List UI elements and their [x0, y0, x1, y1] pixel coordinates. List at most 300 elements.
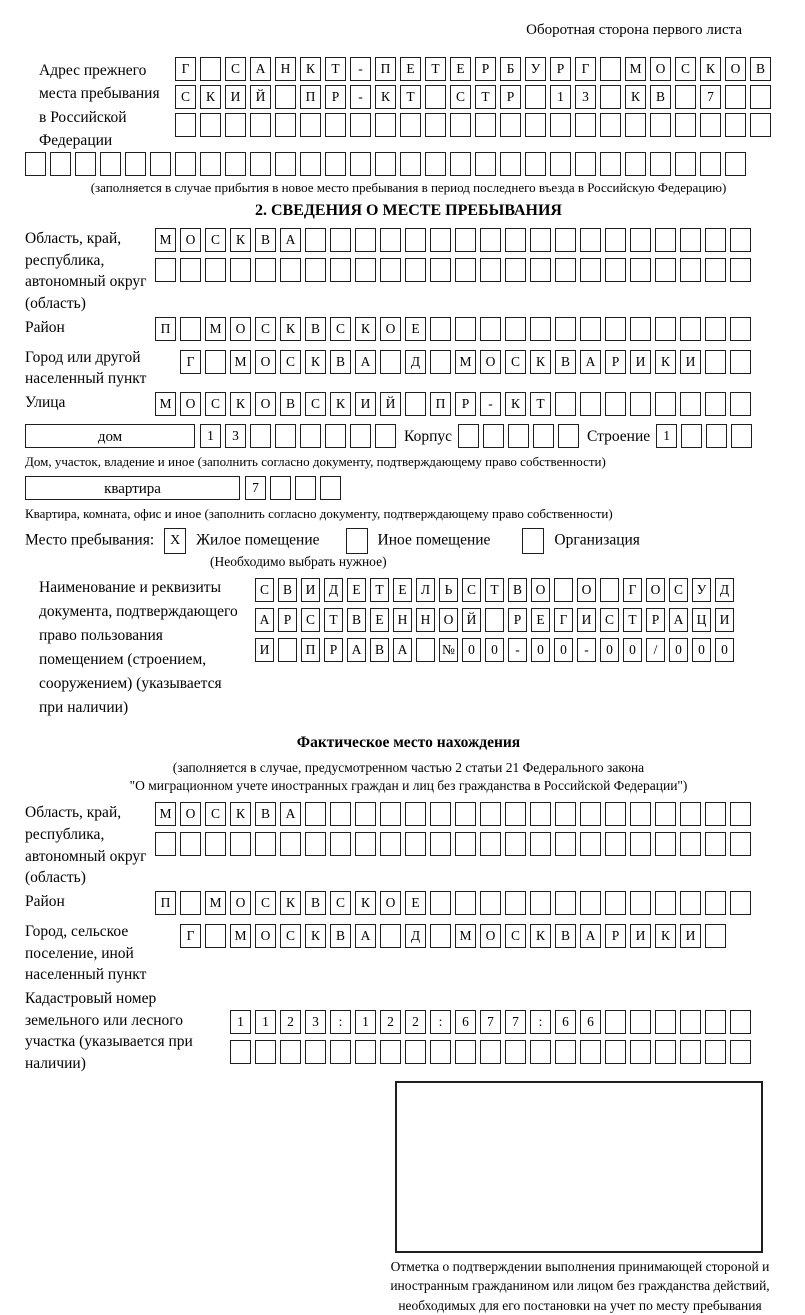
char-cell[interactable]: С — [255, 317, 276, 341]
char-cell[interactable]: В — [255, 802, 276, 826]
char-cell[interactable] — [175, 152, 196, 176]
char-cell[interactable]: С — [280, 350, 301, 374]
char-cell[interactable]: Т — [425, 57, 446, 81]
char-cell[interactable]: О — [180, 228, 201, 252]
checkbox-residential[interactable]: X — [164, 528, 186, 554]
char-cell[interactable] — [555, 392, 576, 416]
char-cell[interactable]: С — [305, 392, 326, 416]
char-cell[interactable]: С — [205, 228, 226, 252]
char-cell[interactable] — [400, 113, 421, 137]
char-cell[interactable]: С — [301, 608, 320, 632]
char-cell[interactable] — [530, 802, 551, 826]
char-cell[interactable]: Е — [393, 578, 412, 602]
char-cell[interactable]: Е — [400, 57, 421, 81]
char-cell[interactable]: К — [280, 891, 301, 915]
char-cell[interactable] — [555, 891, 576, 915]
char-cell[interactable] — [350, 424, 371, 448]
char-cell[interactable]: 3 — [575, 85, 596, 109]
char-cell[interactable] — [630, 891, 651, 915]
char-cell[interactable]: В — [508, 578, 527, 602]
char-cell[interactable] — [330, 1040, 351, 1064]
char-cell[interactable]: 2 — [405, 1010, 426, 1034]
char-cell[interactable]: Т — [325, 57, 346, 81]
char-cell[interactable] — [325, 113, 346, 137]
char-cell[interactable]: К — [700, 57, 721, 81]
char-cell[interactable]: В — [555, 924, 576, 948]
char-cell[interactable]: Д — [324, 578, 343, 602]
char-cell[interactable]: Ь — [439, 578, 458, 602]
char-cell[interactable]: Т — [475, 85, 496, 109]
char-cell[interactable] — [430, 228, 451, 252]
char-cell[interactable] — [255, 258, 276, 282]
char-cell[interactable]: К — [530, 350, 551, 374]
char-cell[interactable] — [255, 832, 276, 856]
char-cell[interactable]: О — [230, 891, 251, 915]
char-cell[interactable]: С — [675, 57, 696, 81]
char-cell[interactable] — [455, 891, 476, 915]
char-cell[interactable] — [430, 924, 451, 948]
char-cell[interactable] — [380, 228, 401, 252]
char-cell[interactable] — [505, 317, 526, 341]
char-cell[interactable]: К — [305, 924, 326, 948]
char-cell[interactable]: К — [200, 85, 221, 109]
char-cell[interactable] — [725, 152, 746, 176]
char-cell[interactable] — [605, 258, 626, 282]
char-cell[interactable] — [50, 152, 71, 176]
char-cell[interactable]: Е — [370, 608, 389, 632]
char-cell[interactable] — [725, 113, 746, 137]
char-cell[interactable] — [655, 392, 676, 416]
char-cell[interactable] — [483, 424, 504, 448]
char-cell[interactable] — [655, 258, 676, 282]
char-cell[interactable] — [600, 85, 621, 109]
char-cell[interactable]: Т — [530, 392, 551, 416]
char-cell[interactable] — [630, 1040, 651, 1064]
char-cell[interactable] — [680, 317, 701, 341]
char-cell[interactable] — [500, 113, 521, 137]
char-cell[interactable] — [305, 258, 326, 282]
char-cell[interactable] — [480, 317, 501, 341]
char-cell[interactable] — [705, 802, 726, 826]
char-cell[interactable] — [555, 832, 576, 856]
char-cell[interactable]: Е — [405, 317, 426, 341]
char-cell[interactable] — [655, 891, 676, 915]
char-cell[interactable] — [580, 802, 601, 826]
char-cell[interactable]: Й — [462, 608, 481, 632]
char-cell[interactable]: М — [230, 350, 251, 374]
char-cell[interactable]: 0 — [669, 638, 688, 662]
char-cell[interactable] — [325, 424, 346, 448]
char-cell[interactable]: Р — [324, 638, 343, 662]
char-cell[interactable] — [455, 802, 476, 826]
char-cell[interactable] — [405, 228, 426, 252]
char-cell[interactable]: К — [530, 924, 551, 948]
char-cell[interactable] — [630, 228, 651, 252]
char-cell[interactable]: Т — [324, 608, 343, 632]
char-cell[interactable] — [430, 802, 451, 826]
char-cell[interactable] — [280, 258, 301, 282]
char-cell[interactable] — [450, 113, 471, 137]
char-cell[interactable]: С — [225, 57, 246, 81]
char-cell[interactable]: М — [230, 924, 251, 948]
char-cell[interactable]: Р — [605, 924, 626, 948]
char-cell[interactable] — [480, 258, 501, 282]
char-cell[interactable] — [405, 258, 426, 282]
char-cell[interactable]: К — [330, 392, 351, 416]
char-cell[interactable] — [100, 152, 121, 176]
char-cell[interactable] — [600, 57, 621, 81]
char-cell[interactable] — [425, 113, 446, 137]
char-cell[interactable] — [675, 85, 696, 109]
char-cell[interactable]: 2 — [380, 1010, 401, 1034]
char-cell[interactable]: № — [439, 638, 458, 662]
char-cell[interactable]: К — [300, 57, 321, 81]
char-cell[interactable]: Р — [646, 608, 665, 632]
char-cell[interactable] — [275, 152, 296, 176]
char-cell[interactable] — [280, 832, 301, 856]
char-cell[interactable]: 0 — [485, 638, 504, 662]
char-cell[interactable]: В — [305, 317, 326, 341]
char-cell[interactable] — [605, 1040, 626, 1064]
char-cell[interactable] — [450, 152, 471, 176]
char-cell[interactable] — [180, 832, 201, 856]
char-cell[interactable] — [455, 258, 476, 282]
char-cell[interactable] — [730, 228, 751, 252]
char-cell[interactable] — [730, 891, 751, 915]
char-cell[interactable] — [554, 578, 573, 602]
char-cell[interactable]: Д — [405, 924, 426, 948]
char-cell[interactable] — [705, 1010, 726, 1034]
char-cell[interactable] — [505, 802, 526, 826]
char-cell[interactable]: Б — [500, 57, 521, 81]
char-cell[interactable]: М — [455, 350, 476, 374]
char-cell[interactable] — [480, 891, 501, 915]
char-cell[interactable]: 0 — [554, 638, 573, 662]
char-cell[interactable] — [680, 228, 701, 252]
char-cell[interactable] — [430, 832, 451, 856]
char-cell[interactable] — [300, 113, 321, 137]
char-cell[interactable] — [305, 228, 326, 252]
char-cell[interactable]: О — [255, 392, 276, 416]
char-cell[interactable]: К — [355, 891, 376, 915]
char-cell[interactable] — [580, 228, 601, 252]
char-cell[interactable] — [180, 258, 201, 282]
char-cell[interactable] — [680, 891, 701, 915]
char-cell[interactable] — [630, 258, 651, 282]
char-cell[interactable]: А — [355, 924, 376, 948]
char-cell[interactable] — [580, 1040, 601, 1064]
char-cell[interactable] — [555, 228, 576, 252]
char-cell[interactable]: С — [205, 802, 226, 826]
char-cell[interactable]: О — [531, 578, 550, 602]
char-cell[interactable]: 7 — [480, 1010, 501, 1034]
char-cell[interactable]: 7 — [700, 85, 721, 109]
char-cell[interactable]: С — [255, 578, 274, 602]
char-cell[interactable] — [575, 152, 596, 176]
char-cell[interactable]: В — [330, 924, 351, 948]
char-cell[interactable]: : — [430, 1010, 451, 1034]
char-cell[interactable]: И — [301, 578, 320, 602]
char-cell[interactable]: 7 — [245, 476, 266, 500]
char-cell[interactable]: Й — [250, 85, 271, 109]
char-cell[interactable] — [580, 891, 601, 915]
char-cell[interactable]: И — [680, 350, 701, 374]
char-cell[interactable]: В — [650, 85, 671, 109]
char-cell[interactable]: С — [330, 317, 351, 341]
char-cell[interactable]: А — [393, 638, 412, 662]
char-cell[interactable] — [705, 1040, 726, 1064]
char-cell[interactable] — [680, 802, 701, 826]
char-cell[interactable] — [605, 317, 626, 341]
char-cell[interactable] — [705, 228, 726, 252]
char-cell[interactable]: О — [255, 924, 276, 948]
char-cell[interactable]: Г — [554, 608, 573, 632]
char-cell[interactable]: Р — [500, 85, 521, 109]
char-cell[interactable]: И — [630, 350, 651, 374]
char-cell[interactable] — [600, 578, 619, 602]
char-cell[interactable] — [705, 891, 726, 915]
char-cell[interactable] — [558, 424, 579, 448]
char-cell[interactable]: О — [480, 350, 501, 374]
char-cell[interactable]: А — [280, 802, 301, 826]
char-cell[interactable] — [725, 85, 746, 109]
char-cell[interactable] — [530, 832, 551, 856]
checkbox-organization[interactable] — [522, 528, 544, 554]
char-cell[interactable] — [505, 228, 526, 252]
char-cell[interactable]: Н — [393, 608, 412, 632]
char-cell[interactable] — [530, 258, 551, 282]
char-cell[interactable] — [458, 424, 479, 448]
char-cell[interactable] — [605, 1010, 626, 1034]
char-cell[interactable] — [485, 608, 504, 632]
char-cell[interactable] — [630, 392, 651, 416]
char-cell[interactable] — [275, 113, 296, 137]
char-cell[interactable]: : — [530, 1010, 551, 1034]
char-cell[interactable] — [150, 152, 171, 176]
char-cell[interactable] — [550, 113, 571, 137]
char-cell[interactable] — [455, 1040, 476, 1064]
char-cell[interactable]: 7 — [505, 1010, 526, 1034]
char-cell[interactable] — [405, 802, 426, 826]
char-cell[interactable]: С — [462, 578, 481, 602]
char-cell[interactable]: П — [301, 638, 320, 662]
char-cell[interactable]: Р — [455, 392, 476, 416]
char-cell[interactable]: М — [155, 228, 176, 252]
char-cell[interactable] — [380, 1040, 401, 1064]
char-cell[interactable] — [200, 57, 221, 81]
char-cell[interactable] — [750, 113, 771, 137]
char-cell[interactable] — [405, 1040, 426, 1064]
char-cell[interactable]: В — [305, 891, 326, 915]
char-cell[interactable]: 1 — [255, 1010, 276, 1034]
char-cell[interactable] — [580, 317, 601, 341]
char-cell[interactable] — [300, 424, 321, 448]
char-cell[interactable] — [295, 476, 316, 500]
char-cell[interactable] — [605, 891, 626, 915]
char-cell[interactable] — [250, 152, 271, 176]
char-cell[interactable] — [630, 832, 651, 856]
char-cell[interactable] — [605, 228, 626, 252]
char-cell[interactable]: М — [155, 802, 176, 826]
char-cell[interactable] — [605, 802, 626, 826]
char-cell[interactable] — [330, 228, 351, 252]
char-cell[interactable] — [680, 1040, 701, 1064]
char-cell[interactable] — [225, 152, 246, 176]
char-cell[interactable] — [625, 113, 646, 137]
char-cell[interactable]: Л — [416, 578, 435, 602]
char-cell[interactable]: 6 — [580, 1010, 601, 1034]
char-cell[interactable] — [525, 152, 546, 176]
char-cell[interactable] — [630, 802, 651, 826]
char-cell[interactable] — [375, 424, 396, 448]
char-cell[interactable] — [275, 85, 296, 109]
char-cell[interactable]: В — [555, 350, 576, 374]
char-cell[interactable]: П — [430, 392, 451, 416]
char-cell[interactable] — [430, 350, 451, 374]
char-cell[interactable]: В — [750, 57, 771, 81]
char-cell[interactable] — [680, 1010, 701, 1034]
char-cell[interactable] — [355, 258, 376, 282]
char-cell[interactable] — [730, 802, 751, 826]
char-cell[interactable] — [680, 258, 701, 282]
char-cell[interactable] — [330, 832, 351, 856]
char-cell[interactable] — [350, 152, 371, 176]
char-cell[interactable] — [705, 924, 726, 948]
kvartira-type-box[interactable]: квартира — [25, 476, 240, 500]
char-cell[interactable]: М — [205, 891, 226, 915]
char-cell[interactable] — [205, 924, 226, 948]
char-cell[interactable]: 0 — [531, 638, 550, 662]
char-cell[interactable] — [605, 392, 626, 416]
char-cell[interactable]: О — [577, 578, 596, 602]
char-cell[interactable]: Г — [175, 57, 196, 81]
char-cell[interactable]: / — [646, 638, 665, 662]
char-cell[interactable] — [575, 113, 596, 137]
char-cell[interactable]: В — [370, 638, 389, 662]
char-cell[interactable]: О — [380, 317, 401, 341]
char-cell[interactable] — [580, 392, 601, 416]
char-cell[interactable] — [730, 1010, 751, 1034]
char-cell[interactable] — [730, 258, 751, 282]
char-cell[interactable]: - — [350, 57, 371, 81]
char-cell[interactable]: К — [655, 350, 676, 374]
char-cell[interactable]: С — [450, 85, 471, 109]
char-cell[interactable] — [355, 1040, 376, 1064]
char-cell[interactable]: Й — [380, 392, 401, 416]
char-cell[interactable] — [555, 802, 576, 826]
char-cell[interactable] — [430, 317, 451, 341]
char-cell[interactable]: И — [255, 638, 274, 662]
char-cell[interactable]: С — [205, 392, 226, 416]
char-cell[interactable]: А — [250, 57, 271, 81]
char-cell[interactable]: Е — [531, 608, 550, 632]
char-cell[interactable]: 2 — [280, 1010, 301, 1034]
char-cell[interactable] — [705, 317, 726, 341]
char-cell[interactable]: 0 — [623, 638, 642, 662]
char-cell[interactable] — [605, 832, 626, 856]
char-cell[interactable]: Е — [405, 891, 426, 915]
char-cell[interactable]: И — [355, 392, 376, 416]
char-cell[interactable]: К — [375, 85, 396, 109]
char-cell[interactable]: К — [230, 802, 251, 826]
char-cell[interactable]: П — [155, 317, 176, 341]
char-cell[interactable]: В — [278, 578, 297, 602]
char-cell[interactable] — [675, 152, 696, 176]
char-cell[interactable] — [355, 802, 376, 826]
char-cell[interactable]: К — [280, 317, 301, 341]
char-cell[interactable]: О — [480, 924, 501, 948]
char-cell[interactable] — [730, 392, 751, 416]
char-cell[interactable]: А — [580, 350, 601, 374]
char-cell[interactable] — [200, 113, 221, 137]
char-cell[interactable] — [75, 152, 96, 176]
dom-type-box[interactable]: дом — [25, 424, 195, 448]
char-cell[interactable] — [655, 317, 676, 341]
char-cell[interactable] — [425, 152, 446, 176]
char-cell[interactable]: И — [630, 924, 651, 948]
char-cell[interactable]: И — [715, 608, 734, 632]
char-cell[interactable] — [555, 258, 576, 282]
char-cell[interactable] — [680, 392, 701, 416]
char-cell[interactable] — [750, 85, 771, 109]
char-cell[interactable] — [300, 152, 321, 176]
char-cell[interactable]: - — [480, 392, 501, 416]
char-cell[interactable]: 0 — [462, 638, 481, 662]
char-cell[interactable]: К — [305, 350, 326, 374]
char-cell[interactable]: К — [655, 924, 676, 948]
char-cell[interactable] — [355, 832, 376, 856]
char-cell[interactable]: С — [505, 924, 526, 948]
char-cell[interactable] — [706, 424, 727, 448]
char-cell[interactable] — [680, 832, 701, 856]
char-cell[interactable] — [355, 228, 376, 252]
char-cell[interactable] — [700, 113, 721, 137]
char-cell[interactable] — [655, 228, 676, 252]
char-cell[interactable] — [380, 924, 401, 948]
char-cell[interactable]: И — [680, 924, 701, 948]
char-cell[interactable]: 3 — [225, 424, 246, 448]
char-cell[interactable] — [155, 832, 176, 856]
char-cell[interactable] — [550, 152, 571, 176]
char-cell[interactable]: Д — [405, 350, 426, 374]
char-cell[interactable]: О — [230, 317, 251, 341]
char-cell[interactable] — [655, 832, 676, 856]
char-cell[interactable] — [325, 152, 346, 176]
char-cell[interactable]: 1 — [230, 1010, 251, 1034]
char-cell[interactable]: Р — [550, 57, 571, 81]
checkbox-other-premises[interactable] — [346, 528, 368, 554]
char-cell[interactable]: О — [180, 392, 201, 416]
char-cell[interactable] — [425, 85, 446, 109]
char-cell[interactable]: О — [255, 350, 276, 374]
char-cell[interactable] — [455, 317, 476, 341]
char-cell[interactable]: Р — [278, 608, 297, 632]
char-cell[interactable] — [230, 258, 251, 282]
char-cell[interactable] — [416, 638, 435, 662]
char-cell[interactable]: 6 — [555, 1010, 576, 1034]
char-cell[interactable] — [305, 1040, 326, 1064]
char-cell[interactable] — [380, 350, 401, 374]
char-cell[interactable]: У — [525, 57, 546, 81]
char-cell[interactable]: С — [669, 578, 688, 602]
char-cell[interactable] — [180, 891, 201, 915]
char-cell[interactable] — [255, 1040, 276, 1064]
char-cell[interactable]: Д — [715, 578, 734, 602]
char-cell[interactable]: Т — [623, 608, 642, 632]
char-cell[interactable] — [705, 258, 726, 282]
char-cell[interactable] — [400, 152, 421, 176]
char-cell[interactable] — [250, 113, 271, 137]
